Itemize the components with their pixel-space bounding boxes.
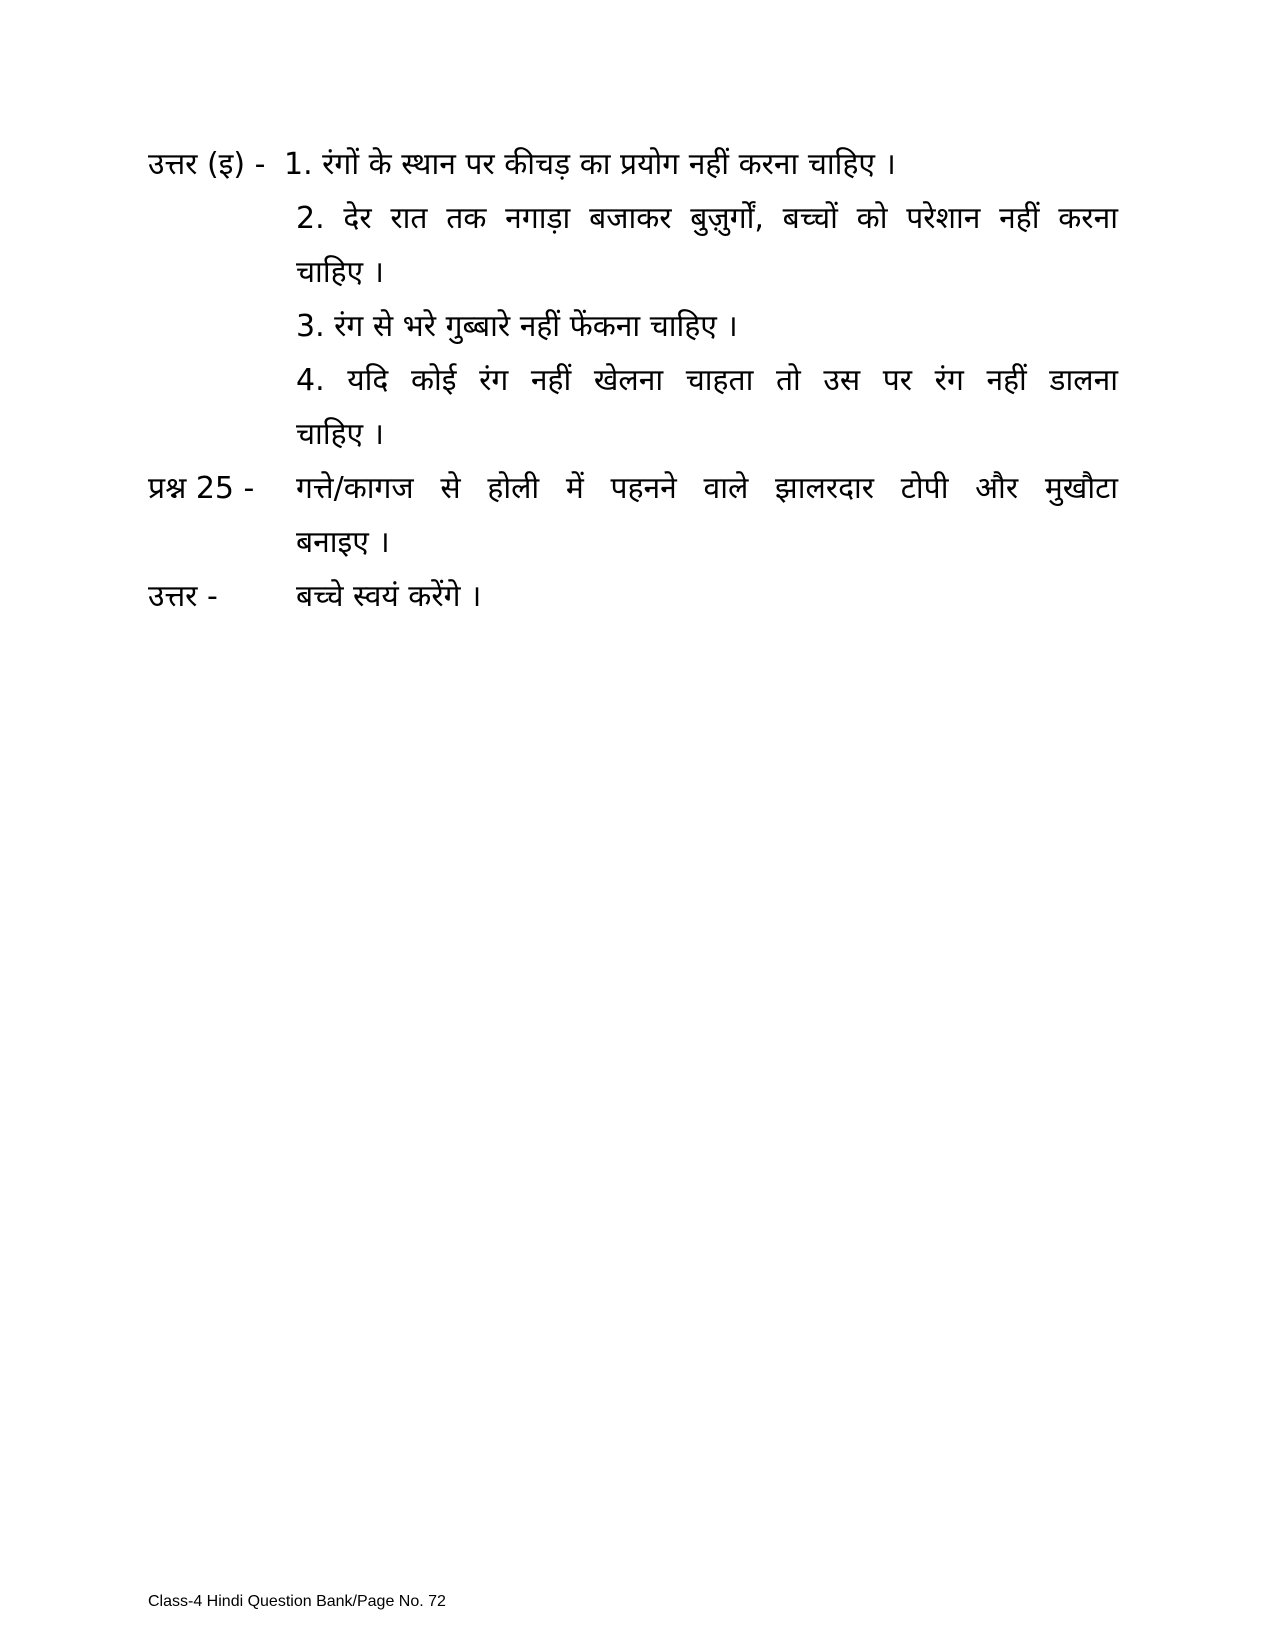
question-25-row-2 — [148, 515, 1118, 571]
answer-e-row-1 — [148, 137, 1118, 193]
answer-e-row-3 — [148, 245, 1118, 301]
question-25-line-1: गत्ते/कागज से होली में पहनने वाले झालरदार टोपी और मुखौटा — [296, 471, 1118, 506]
answer-25-label: उत्तर - — [148, 579, 218, 614]
answer-25-row — [148, 569, 1118, 625]
answer-e-point-4-line-1: 4. यदि कोई रंग नहीं खेलना चाहता तो उस पर रंग नहीं डालना — [296, 363, 1118, 398]
answer-25-text: बच्चे स्वयं करेंगे । — [296, 579, 482, 614]
answer-e-row-5 — [148, 353, 1118, 409]
answer-e-row-2 — [148, 191, 1118, 247]
question-25-line-2: बनाइए । — [296, 525, 390, 560]
answer-e-point-3: 3. रंग से भरे गुब्बारे नहीं फेंकना चाहिए । — [296, 309, 738, 344]
answer-e-point-4-line-2: चाहिए । — [296, 417, 385, 452]
question-25-label: प्रश्न 25 - — [148, 471, 255, 506]
answer-e-label: उत्तर (इ) - — [148, 147, 266, 182]
answer-e-row-4 — [148, 299, 1118, 355]
answer-e-point-1: 1. रंगों के स्थान पर कीचड़ का प्रयोग नहीं करना चाहिए । — [284, 147, 896, 182]
page-footer: Class-4 Hindi Question Bank/Page No. 72 — [148, 1593, 446, 1610]
question-25-row-1 — [148, 461, 1118, 517]
answer-e-point-2-line-2: चाहिए । — [296, 255, 385, 290]
answer-e-point-2-line-1: 2. देर रात तक नगाड़ा बजाकर बुज़ुर्गों, बच्चों को परेशान नहीं करना — [296, 201, 1118, 236]
answer-e-row-6 — [148, 407, 1118, 463]
